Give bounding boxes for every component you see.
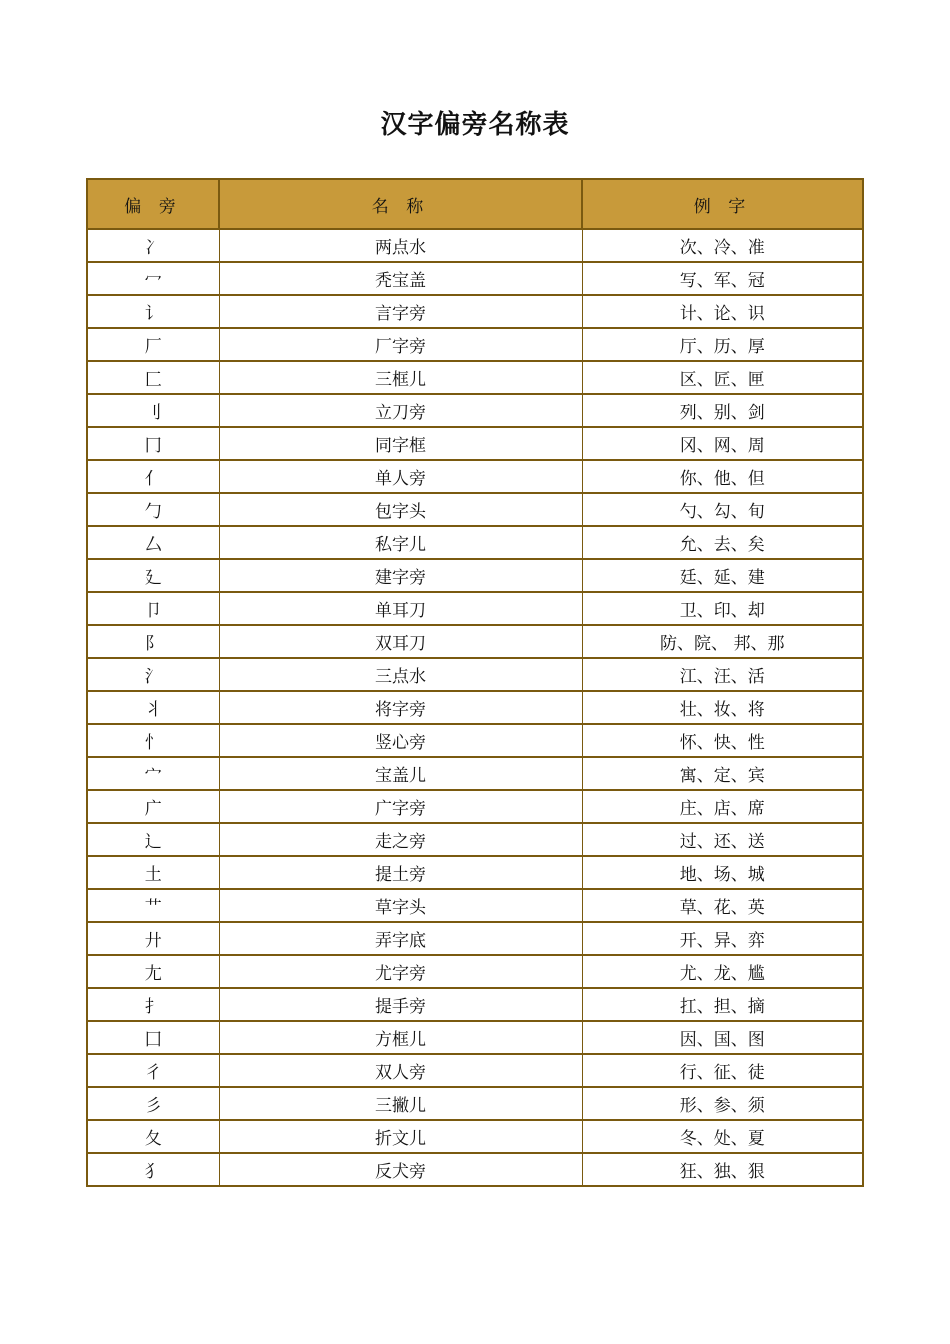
examples-cell: 廷、延、建 (582, 559, 863, 592)
table-row (87, 988, 863, 1021)
name-cell: 草字头 (219, 889, 582, 922)
name-cell: 厂字旁 (219, 328, 582, 361)
name-cell: 秃宝盖 (219, 262, 582, 295)
table-row (87, 460, 863, 493)
table-row (87, 658, 863, 691)
name-cell: 私字儿 (219, 526, 582, 559)
radical-cell: 犭 (87, 1153, 219, 1186)
examples-cell: 厅、历、厚 (582, 328, 863, 361)
radical-cell: 亻 (87, 460, 219, 493)
radical-cell: 扌 (87, 988, 219, 1021)
examples-cell: 计、论、识 (582, 295, 863, 328)
examples-cell: 过、还、送 (582, 823, 863, 856)
radicals-table (86, 178, 864, 1187)
name-cell: 双耳刀 (219, 625, 582, 658)
radical-cell: 冫 (87, 229, 219, 262)
table-row (87, 691, 863, 724)
name-cell: 竖心旁 (219, 724, 582, 757)
radical-cell: 艹 (87, 889, 219, 922)
header-radical: 偏 旁 (87, 179, 219, 229)
name-cell: 立刀旁 (219, 394, 582, 427)
examples-cell: 冬、处、夏 (582, 1120, 863, 1153)
table-row (87, 559, 863, 592)
examples-cell: 勺、勾、旬 (582, 493, 863, 526)
table-row (87, 394, 863, 427)
radical-cell: 廾 (87, 922, 219, 955)
name-cell: 提手旁 (219, 988, 582, 1021)
table-row (87, 1087, 863, 1120)
radical-cell: 彡 (87, 1087, 219, 1120)
radical-cell: 廴 (87, 559, 219, 592)
name-cell: 言字旁 (219, 295, 582, 328)
examples-cell: 冈、网、周 (582, 427, 863, 460)
examples-cell: 形、参、须 (582, 1087, 863, 1120)
name-cell: 单人旁 (219, 460, 582, 493)
header-name: 名 称 (219, 179, 582, 229)
radical-cell: 忄 (87, 724, 219, 757)
examples-cell: 江、汪、活 (582, 658, 863, 691)
table-row (87, 1120, 863, 1153)
radical-cell: 讠 (87, 295, 219, 328)
name-cell: 宝盖儿 (219, 757, 582, 790)
name-cell: 三撇儿 (219, 1087, 582, 1120)
name-cell: 广字旁 (219, 790, 582, 823)
table-row (87, 493, 863, 526)
examples-cell: 地、场、城 (582, 856, 863, 889)
name-cell: 两点水 (219, 229, 582, 262)
table-row (87, 229, 863, 262)
name-cell: 将字旁 (219, 691, 582, 724)
radical-cell: 勹 (87, 493, 219, 526)
radical-cell: 土 (87, 856, 219, 889)
name-cell: 折文儿 (219, 1120, 582, 1153)
examples-cell: 怀、快、性 (582, 724, 863, 757)
examples-cell: 行、征、徒 (582, 1054, 863, 1087)
radical-cell: 囗 (87, 1021, 219, 1054)
radical-cell: 辶 (87, 823, 219, 856)
examples-cell: 次、冷、准 (582, 229, 863, 262)
name-cell: 尤字旁 (219, 955, 582, 988)
name-cell: 建字旁 (219, 559, 582, 592)
examples-cell: 卫、印、却 (582, 592, 863, 625)
radical-cell: 卩 (87, 592, 219, 625)
name-cell: 方框儿 (219, 1021, 582, 1054)
examples-cell: 寓、定、宾 (582, 757, 863, 790)
table-header-row (87, 179, 863, 229)
radical-cell: 夂 (87, 1120, 219, 1153)
table-row (87, 295, 863, 328)
table-row (87, 1021, 863, 1054)
name-cell: 弄字底 (219, 922, 582, 955)
radical-cell: 尢 (87, 955, 219, 988)
table-row (87, 856, 863, 889)
page-title: 汉字偏旁名称表 (380, 110, 570, 140)
table-body (87, 229, 863, 1186)
name-cell: 三点水 (219, 658, 582, 691)
table-row (87, 823, 863, 856)
name-cell: 提土旁 (219, 856, 582, 889)
name-cell: 双人旁 (219, 1054, 582, 1087)
table-row (87, 955, 863, 988)
radical-cell: 宀 (87, 757, 219, 790)
table-row (87, 922, 863, 955)
examples-cell: 允、去、矣 (582, 526, 863, 559)
examples-cell: 开、异、弈 (582, 922, 863, 955)
examples-cell: 扛、担、摘 (582, 988, 863, 1021)
name-cell: 单耳刀 (219, 592, 582, 625)
examples-cell: 狂、独、狠 (582, 1153, 863, 1186)
table-row (87, 625, 863, 658)
table-row (87, 757, 863, 790)
table-row (87, 361, 863, 394)
examples-cell: 写、军、冠 (582, 262, 863, 295)
radical-cell: 彳 (87, 1054, 219, 1087)
radical-cell: 丬 (87, 691, 219, 724)
examples-cell: 区、匠、匣 (582, 361, 863, 394)
radical-cell: 广 (87, 790, 219, 823)
table-row (87, 427, 863, 460)
table-row (87, 328, 863, 361)
header-examples: 例 字 (582, 179, 863, 229)
radical-cell: 厂 (87, 328, 219, 361)
table-row (87, 526, 863, 559)
table-row (87, 592, 863, 625)
radical-cell: 厶 (87, 526, 219, 559)
name-cell: 三框儿 (219, 361, 582, 394)
name-cell: 反犬旁 (219, 1153, 582, 1186)
examples-cell: 你、他、但 (582, 460, 863, 493)
table-row (87, 262, 863, 295)
table-row (87, 790, 863, 823)
table-row (87, 889, 863, 922)
examples-cell: 防、院、 邦、那 (582, 625, 863, 658)
radical-cell: 冂 (87, 427, 219, 460)
examples-cell: 庄、店、席 (582, 790, 863, 823)
name-cell: 同字框 (219, 427, 582, 460)
radical-cell: 匚 (87, 361, 219, 394)
examples-cell: 列、别、剑 (582, 394, 863, 427)
radical-cell: 冖 (87, 262, 219, 295)
examples-cell: 因、国、图 (582, 1021, 863, 1054)
radical-cell: 氵 (87, 658, 219, 691)
radical-cell: 阝 (87, 625, 219, 658)
table-row (87, 1153, 863, 1186)
table-row (87, 1054, 863, 1087)
examples-cell: 壮、妆、将 (582, 691, 863, 724)
name-cell: 包字头 (219, 493, 582, 526)
name-cell: 走之旁 (219, 823, 582, 856)
examples-cell: 草、花、英 (582, 889, 863, 922)
examples-cell: 尤、龙、尴 (582, 955, 863, 988)
radical-cell: 刂 (87, 394, 219, 427)
table-row (87, 724, 863, 757)
